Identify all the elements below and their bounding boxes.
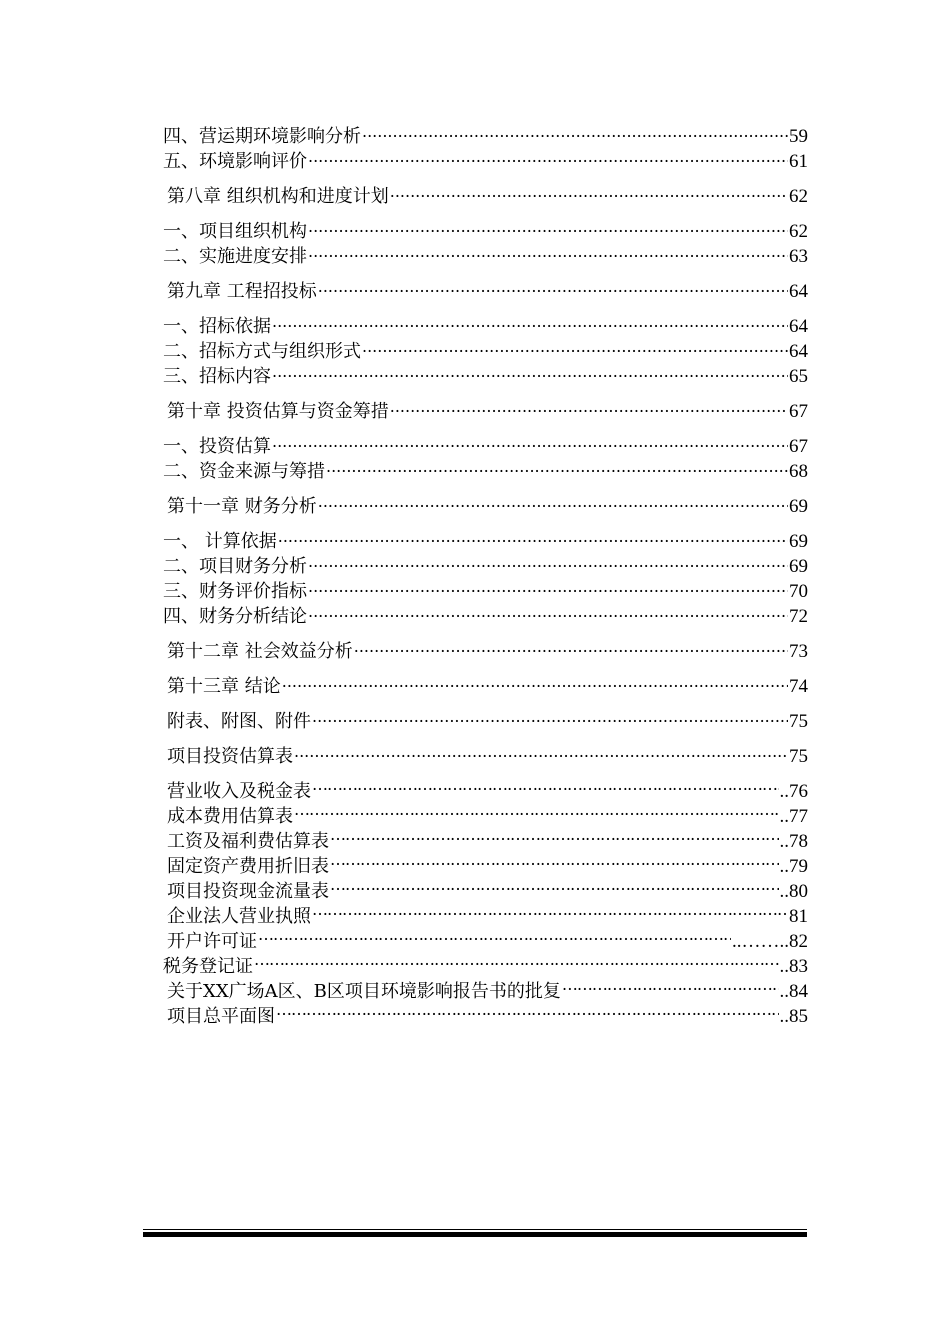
toc-entry-page-number: 72 bbox=[789, 606, 808, 627]
toc-dot-leader bbox=[330, 854, 779, 872]
toc-entry-page-number: 59 bbox=[789, 126, 808, 147]
toc-dot-leader bbox=[308, 554, 788, 572]
toc-entry-title: 固定资产费用折旧表 bbox=[167, 856, 329, 877]
toc-entry-page-number: 70 bbox=[789, 581, 808, 602]
toc-entry-page-number: 64 bbox=[789, 281, 808, 302]
toc-entry-page-number: 69 bbox=[789, 496, 808, 517]
toc-entry[interactable] bbox=[163, 459, 808, 484]
toc-entry[interactable] bbox=[163, 339, 808, 364]
toc-entry[interactable] bbox=[163, 149, 808, 174]
toc-entry-title: 二、项目财务分析 bbox=[163, 556, 307, 577]
toc-entry-page-number: 62 bbox=[789, 186, 808, 207]
toc-dot-leader bbox=[326, 459, 788, 477]
toc-dot-leader bbox=[308, 149, 788, 167]
toc-entry[interactable] bbox=[163, 219, 808, 244]
toc-entry[interactable] bbox=[163, 954, 808, 979]
toc-dot-leader bbox=[354, 639, 788, 657]
toc-entry-page-number: ..83 bbox=[779, 956, 808, 977]
toc-entry-page-number: ..80 bbox=[779, 881, 808, 902]
toc-dot-leader bbox=[278, 529, 788, 547]
footer-rule bbox=[143, 1229, 807, 1237]
footer-rule-thin bbox=[143, 1229, 807, 1230]
toc-entry-title: 第十三章 结论 bbox=[167, 676, 281, 697]
toc-entry-page-number: 64 bbox=[789, 341, 808, 362]
toc-dot-leader bbox=[272, 314, 788, 332]
toc-dot-leader bbox=[312, 779, 779, 797]
toc-dot-leader bbox=[308, 579, 788, 597]
toc-entry-title: 五、环境影响评价 bbox=[163, 151, 307, 172]
toc-entry[interactable] bbox=[163, 554, 808, 579]
toc-entry-title: 三、财务评价指标 bbox=[163, 581, 307, 602]
toc-entry[interactable] bbox=[163, 779, 808, 804]
toc-entry-page-number: 64 bbox=[789, 316, 808, 337]
toc-entry[interactable] bbox=[163, 929, 808, 954]
toc-entry[interactable] bbox=[163, 244, 808, 269]
toc-entry-title: 附表、附图、附件 bbox=[167, 711, 311, 732]
toc-entry-title: 开户许可证 bbox=[167, 931, 257, 952]
toc-entry-page-number: ..78 bbox=[779, 831, 808, 852]
toc-dot-leader bbox=[330, 879, 779, 897]
toc-dot-leader bbox=[362, 339, 788, 357]
toc-dot-leader bbox=[282, 674, 788, 692]
footer-rule-thick bbox=[143, 1232, 807, 1237]
toc-dot-leader bbox=[308, 219, 788, 237]
toc-entry-title: 二、资金来源与筹措 bbox=[163, 461, 325, 482]
toc-dot-leader bbox=[390, 184, 788, 202]
toc-entry[interactable] bbox=[163, 279, 808, 304]
toc-entry-page-number: 69 bbox=[789, 531, 808, 552]
toc-entry[interactable] bbox=[163, 744, 808, 769]
toc-entry-page-number: 61 bbox=[789, 151, 808, 172]
toc-entry-title: 四、营运期环境影响分析 bbox=[163, 126, 361, 147]
toc-entry-page-number: 67 bbox=[789, 436, 808, 457]
toc-entry[interactable] bbox=[163, 674, 808, 699]
toc-entry[interactable] bbox=[163, 1004, 808, 1029]
toc-dot-leader bbox=[294, 744, 788, 762]
toc-dot-leader bbox=[308, 604, 788, 622]
toc-entry[interactable] bbox=[163, 494, 808, 519]
toc-entry-title: 项目总平面图 bbox=[167, 1006, 275, 1027]
toc-entry[interactable] bbox=[163, 904, 808, 929]
toc-entry[interactable] bbox=[163, 804, 808, 829]
toc-entry-title: 工资及福利费估算表 bbox=[167, 831, 329, 852]
toc-entry-page-number: 73 bbox=[789, 641, 808, 662]
toc-dot-leader bbox=[276, 1004, 779, 1022]
toc-entry[interactable] bbox=[163, 399, 808, 424]
toc-dot-leader bbox=[308, 244, 788, 262]
toc-entry-page-number: 75 bbox=[789, 711, 808, 732]
toc-dot-leader bbox=[318, 494, 788, 512]
toc-entry-title: 第十一章 财务分析 bbox=[167, 496, 317, 517]
toc-entry[interactable] bbox=[163, 314, 808, 339]
toc-entry-title: 项目投资估算表 bbox=[167, 746, 293, 767]
toc-entry[interactable] bbox=[163, 854, 808, 879]
toc-entry-page-number: ..85 bbox=[779, 1006, 808, 1027]
toc-dot-leader bbox=[312, 709, 788, 727]
toc-entry[interactable] bbox=[163, 184, 808, 209]
toc-entry-title: 成本费用估算表 bbox=[167, 806, 293, 827]
toc-entry-title: 一、投资估算 bbox=[163, 436, 271, 457]
toc-dot-leader bbox=[254, 954, 779, 972]
toc-entry[interactable] bbox=[163, 529, 808, 554]
toc-entry-page-number: ..76 bbox=[779, 781, 808, 802]
toc-entry-page-number: 81 bbox=[789, 906, 808, 927]
toc-entry-title: 一、 计算依据 bbox=[163, 531, 277, 552]
toc-entry-page-number: ..77 bbox=[779, 806, 808, 827]
toc-entry-page-number: 69 bbox=[789, 556, 808, 577]
toc-entry-title: 关于XX广场A区、B区项目环境影响报告书的批复 bbox=[167, 981, 561, 1002]
toc-entry-page-number: 65 bbox=[789, 366, 808, 387]
toc-entry-title: 第十章 投资估算与资金筹措 bbox=[167, 401, 389, 422]
toc-entry-page-number: 74 bbox=[789, 676, 808, 697]
toc-entry-page-number: ..79 bbox=[779, 856, 808, 877]
toc-dot-leader bbox=[294, 804, 779, 822]
toc-entry-page-number: 68 bbox=[789, 461, 808, 482]
toc-entry-page-number: 67 bbox=[789, 401, 808, 422]
toc-entry-page-number: ..84 bbox=[779, 981, 808, 1002]
toc-entry-title: 税务登记证 bbox=[163, 956, 253, 977]
toc-entry-title: 三、招标内容 bbox=[163, 366, 271, 387]
toc-entry[interactable] bbox=[163, 364, 808, 389]
toc-entry-title: 第八章 组织机构和进度计划 bbox=[167, 186, 389, 207]
toc-entry[interactable] bbox=[163, 879, 808, 904]
toc-entry-page-number: 75 bbox=[789, 746, 808, 767]
toc-dot-leader bbox=[272, 364, 788, 382]
toc-entry[interactable] bbox=[163, 604, 808, 629]
toc-entry-page-number: 63 bbox=[789, 246, 808, 267]
toc-dot-leader bbox=[362, 124, 788, 142]
toc-entry-page-number: 62 bbox=[789, 221, 808, 242]
toc-entry-title: 第十二章 社会效益分析 bbox=[167, 641, 353, 662]
toc-dot-leader bbox=[330, 829, 779, 847]
toc-entry[interactable] bbox=[163, 124, 808, 149]
toc-dot-leader bbox=[318, 279, 788, 297]
toc-dot-leader bbox=[272, 434, 788, 452]
toc-entry-title: 二、实施进度安排 bbox=[163, 246, 307, 267]
toc-entry-page-number: ..……..82 bbox=[732, 931, 808, 952]
toc-entry-title: 营业收入及税金表 bbox=[167, 781, 311, 802]
toc-dot-leader bbox=[562, 979, 779, 997]
table-of-contents bbox=[163, 124, 808, 1029]
toc-entry-title: 企业法人营业执照 bbox=[167, 906, 311, 927]
toc-dot-leader bbox=[390, 399, 788, 417]
toc-entry[interactable] bbox=[163, 639, 808, 664]
toc-entry-title: 一、项目组织机构 bbox=[163, 221, 307, 242]
toc-dot-leader bbox=[258, 929, 731, 947]
toc-entry-title: 一、招标依据 bbox=[163, 316, 271, 337]
toc-dot-leader bbox=[312, 904, 788, 922]
toc-entry[interactable] bbox=[163, 829, 808, 854]
toc-entry-title: 二、招标方式与组织形式 bbox=[163, 341, 361, 362]
toc-entry-title: 四、财务分析结论 bbox=[163, 606, 307, 627]
toc-entry[interactable] bbox=[163, 579, 808, 604]
toc-entry[interactable] bbox=[163, 979, 808, 1004]
toc-entry[interactable] bbox=[163, 709, 808, 734]
toc-entry-title: 第九章 工程招投标 bbox=[167, 281, 317, 302]
toc-entry-title: 项目投资现金流量表 bbox=[167, 881, 329, 902]
toc-entry[interactable] bbox=[163, 434, 808, 459]
